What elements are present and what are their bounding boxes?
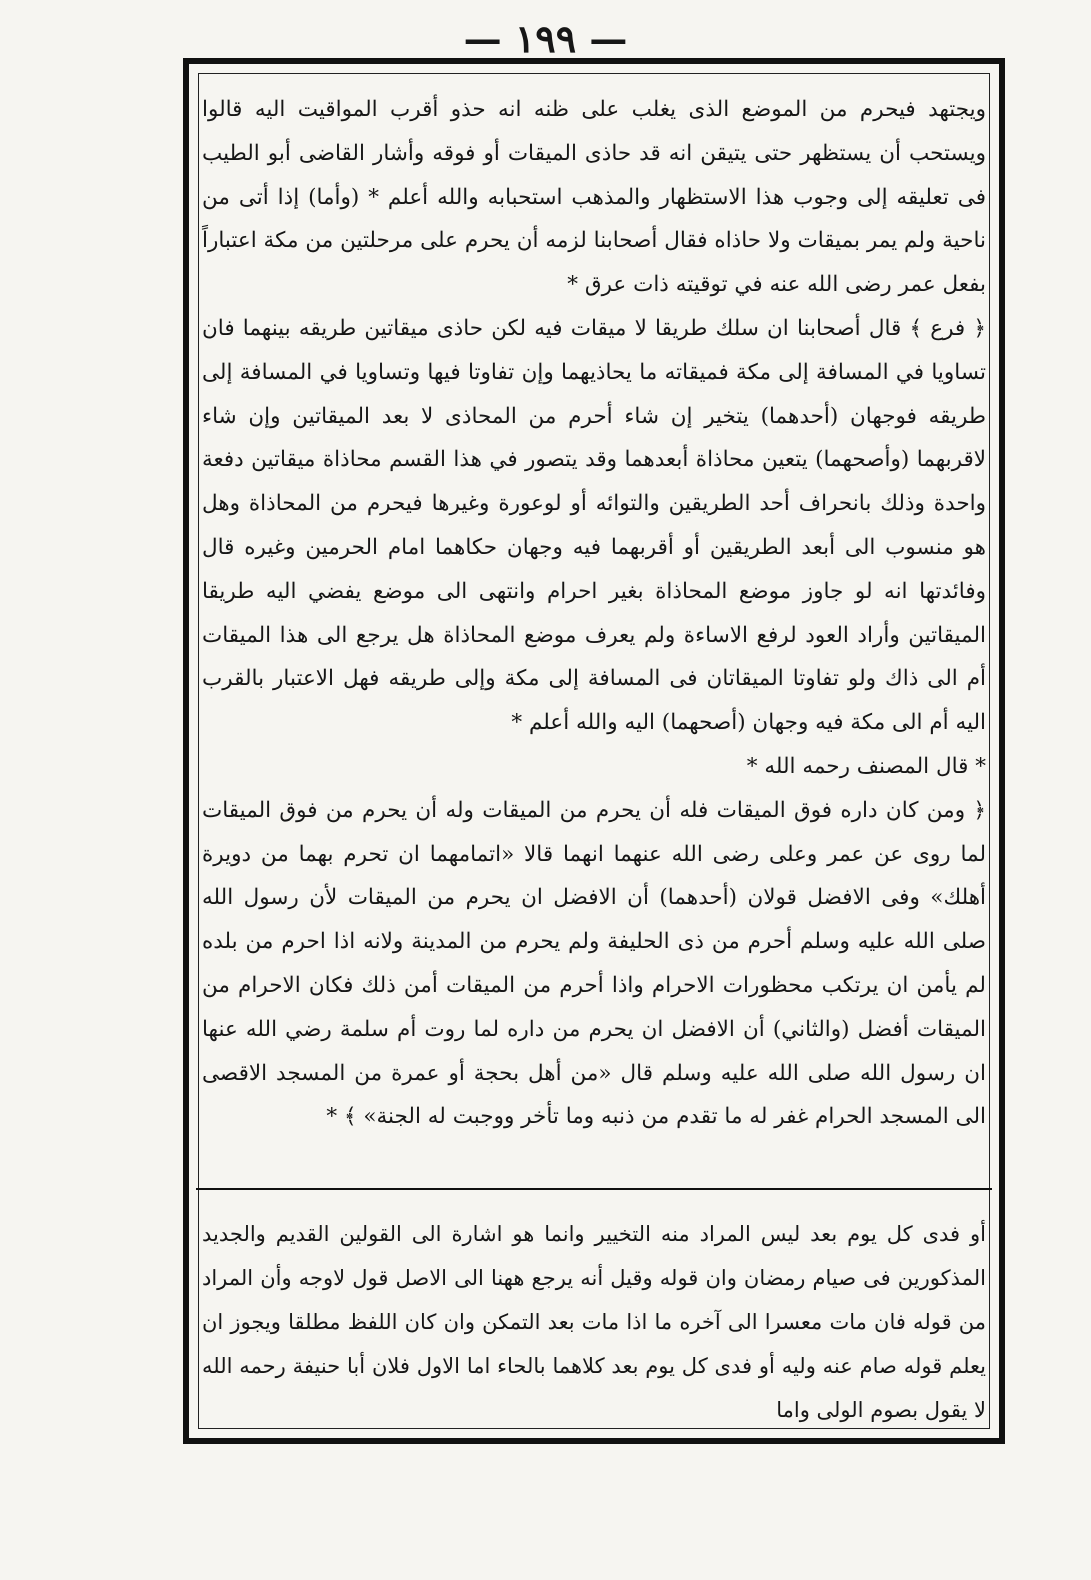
paragraph-musannif-heading: * قال المصنف رحمه الله *: [746, 753, 986, 779]
paragraph-ijtihad: ويجتهد فيحرم من الموضع الذى يغلب على ظنه انه حذو أقرب المواقيت اليه قالوا ويستحب أن يستظهر حتى يتيقن انه قد حاذى الميقات أو فوقه وأشار القاضى أبو الطيب فى تعليقه إلى وجوب هذا الاستظهار والمذهب استحبابه والله أعلم * (وأما) إذا أتى من ناحية ولم يمر بميقات ولا حاذاه فقال أصحابنا لزمه أن يحرم على مرحلتين من مكة اعتباراً بفعل عمر رضى الله عنه في توقيته ذات عرق *: [202, 97, 986, 298]
main-text: [202, 88, 986, 1139]
page-number: — ١٩٩ —: [463, 16, 628, 61]
paragraph-quoted-text: ﴿ ومن كان داره فوق الميقات فله أن يحرم من الميقات وله أن يحرم من فوق الميقات لما روى عن عمر وعلى رضى الله عنهما انهما قالا «اتمامهما ان تحرم بهما من دويرة أهلك» وفى الافضل قولان (أحدهما) أن الافضل ان يحرم من الميقات لأن رسول الله صلى الله عليه وسلم أحرم من ذى الحليفة ولم يحرم من المدينة ولانه اذا احرم من بلده لم يأمن ان يرتكب محظورات الاحرام واذا أحرم من الميقات أمن ذلك فكان الاحرام من الميقات أفضل (والثاني) أن الافضل ان يحرم من داره لما روت أم سلمة رضي الله عنها ان رسول الله صلى الله عليه وسلم قال «من أهل بحجة أو عمرة من المسجد الاقصى الى المسجد الحرام غفر له ما تقدم من ذنبه وما تأخر ووجبت له الجنة» ﴾ *: [202, 797, 986, 1130]
footnote-divider: [196, 1188, 992, 1190]
paragraph-far: ﴿ فرع ﴾ قال أصحابنا ان سلك طريقا لا ميقات فيه لكن حاذى ميقاتين طريقه بينهما فان تساويا في المسافة إلى مكة فميقاته ما يحاذيهما وإن تفاوتا فيها وتساويا في المسافة إلى طريقه فوجهان (أحدهما) يتخير إن شاء أحرم من المحاذى لا بعد الميقاتين وإن شاء لاقربهما (وأصحهما) يتعين محاذاة أبعدهما وقد يتصور في هذا القسم محاذاة ميقاتين دفعة واحدة وذلك بانحراف أحد الطريقين والتوائه أو لوعورة وغيرها فيحرم من المحاذاة وهل هو منسوب الى أبعد الطريقين أو أقربهما فيه وجهان حكاهما امام الحرمين وغيره قال وفائدتها انه لو جاوز موضع المحاذاة بغير احرام وانتهى الى موضع يفضي اليه طريقا الميقاتين وأراد العود لرفع الاساءة ولم يعرف موضع المحاذاة هل يرجع الى هذا الميقات أم الى ذاك ولو تفاوتا الميقاتان فى المسافة إلى مكة وإلى طريقه فهل الاعتبار بالقرب اليه أم الى مكة فيه وجهان (أصحهما) اليه والله أعلم *: [202, 315, 986, 736]
footnote-text: أو فدى كل يوم بعد ليس المراد منه التخيير وانما هو اشارة الى القولين القديم والجديد المذكورين فى صيام رمضان وان قوله وقيل أنه يرجع ههنا الى الاصل قول لاوجه وأن المراد من قوله فان مات معسرا الى آخره ما اذا مات بعد التمكن وان كان اللفظ مطلقا ويجوز ان يعلم قوله صام عنه وليه أو فدى كل يوم بعد كلاهما بالحاء اما الاول فلان أبا حنيفة رحمه الله لا يقول بصوم الولى واما: [202, 1222, 986, 1422]
